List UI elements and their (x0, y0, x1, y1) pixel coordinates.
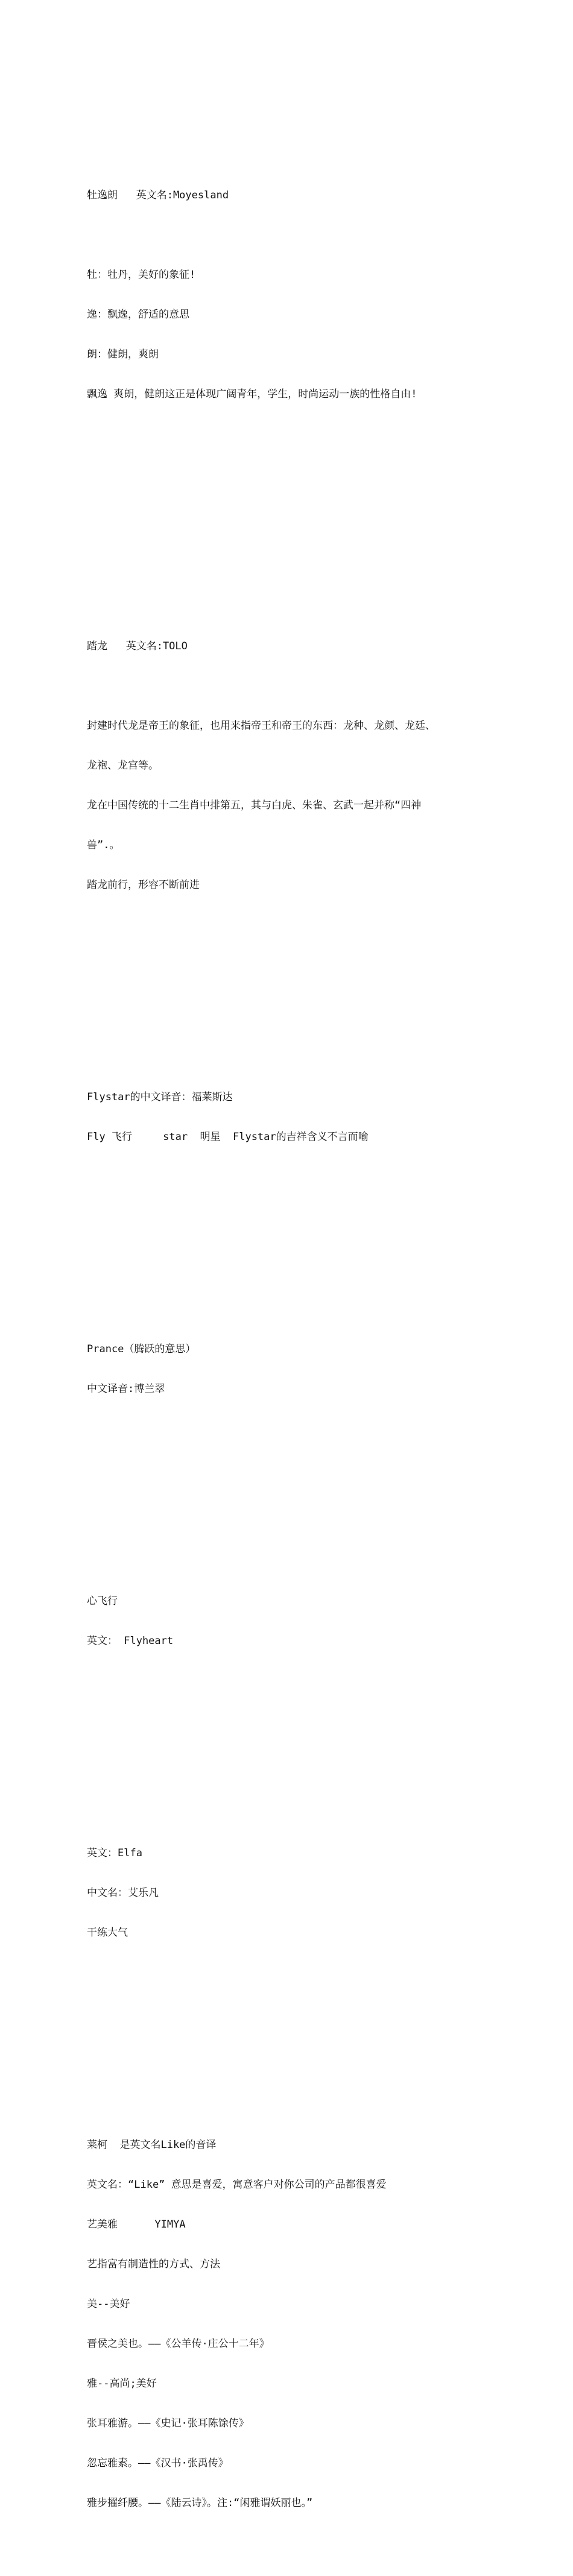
text-line: 兽”.。 (87, 839, 120, 851)
section-heading: 莱柯 是英文名Like的音译 (87, 2139, 217, 2151)
spacer (87, 1250, 485, 1263)
section-heading: 踏龙 英文名:TOLO (87, 640, 188, 652)
section-heading: 心飞行 (87, 1595, 118, 1607)
text-line: 忽忘雅素。——《汉书·张禹传》 (87, 2457, 229, 2469)
spacer (87, 1502, 485, 1515)
section-heading: 英文：Elfa (87, 1847, 142, 1859)
text-line: 中文名：艾乐凡 (87, 1887, 159, 1899)
spacer (87, 2006, 485, 2019)
section-tolo (87, 613, 485, 918)
text-line: 干练大气 (87, 1927, 128, 1939)
text-line: Fly 飞行 star 明星 Flystar的吉祥含义不言而喻 (87, 1131, 369, 1143)
spacer (87, 1462, 485, 1475)
spacer (87, 2045, 485, 2059)
section-heading: Prance（腾跃的意思） (87, 1343, 196, 1355)
section-flyheart (87, 1568, 485, 1674)
text-line: 雅--高尚;美好 (87, 2378, 157, 2390)
text-line: 龙在中国传统的十二生肖中排第五，其与白虎、朱雀、玄武一起并称“四神 (87, 799, 422, 811)
spacer (87, 507, 485, 520)
text-line: 英文名：“Like” 意思是喜爱，寓意客户对你公司的产品都很喜爱 (87, 2179, 387, 2191)
text-line: 封建时代龙是帝王的象征，也用来指帝王和帝王的东西：龙种、龙颜、龙廷、 (87, 720, 435, 732)
text-line: 艺美雅 YIMYA (87, 2219, 186, 2231)
text-line: 飘逸 爽朗，健朗这正是体现广阔青年，学生，时尚运动一族的性格自由! (87, 388, 417, 400)
section-heading: 牡逸朗 英文名:Moyesland (87, 189, 229, 201)
section-heading: Flystar的中文译音：福莱斯达 (87, 1091, 233, 1103)
section-like-yimya (87, 2112, 485, 2536)
text-line: 英文： Flyheart (87, 1635, 174, 1647)
text-line: 晋侯之美也。——《公羊传·庄公十二年》 (87, 2338, 270, 2350)
spacer (87, 1754, 485, 1767)
text-line: 踏龙前行，形容不断前进 (87, 879, 200, 891)
text-line: 中文译音:博兰翠 (87, 1383, 165, 1395)
text-line: 逸：飘逸，舒适的意思 (87, 309, 189, 321)
blank-line (87, 679, 485, 693)
spacer (87, 1210, 485, 1223)
section-prance (87, 1316, 485, 1422)
section-flystar (87, 1064, 485, 1170)
text-line: 美--美好 (87, 2298, 130, 2310)
section-moyesland (87, 162, 485, 427)
text-line: 雅步擢纤腰。——《陆云诗》。注:“闲雅谓妖丽也。” (87, 2497, 313, 2509)
spacer (87, 1714, 485, 1727)
text-line: 朗：健朗，爽朗 (87, 348, 159, 361)
spacer (87, 467, 485, 480)
text-line: 牡：牡丹，美好的象征! (87, 269, 196, 281)
spacer (87, 998, 485, 1011)
text-line: 张耳雅游。——《史记·张耳陈馀传》 (87, 2417, 249, 2430)
text-line: 艺指富有制造性的方式、方法 (87, 2258, 220, 2270)
spacer (87, 547, 485, 560)
blank-line (87, 228, 485, 242)
spacer (87, 958, 485, 971)
document-body (87, 109, 485, 2576)
text-line: 龙袍、龙宫等。 (87, 760, 159, 772)
section-elfa (87, 1820, 485, 1966)
